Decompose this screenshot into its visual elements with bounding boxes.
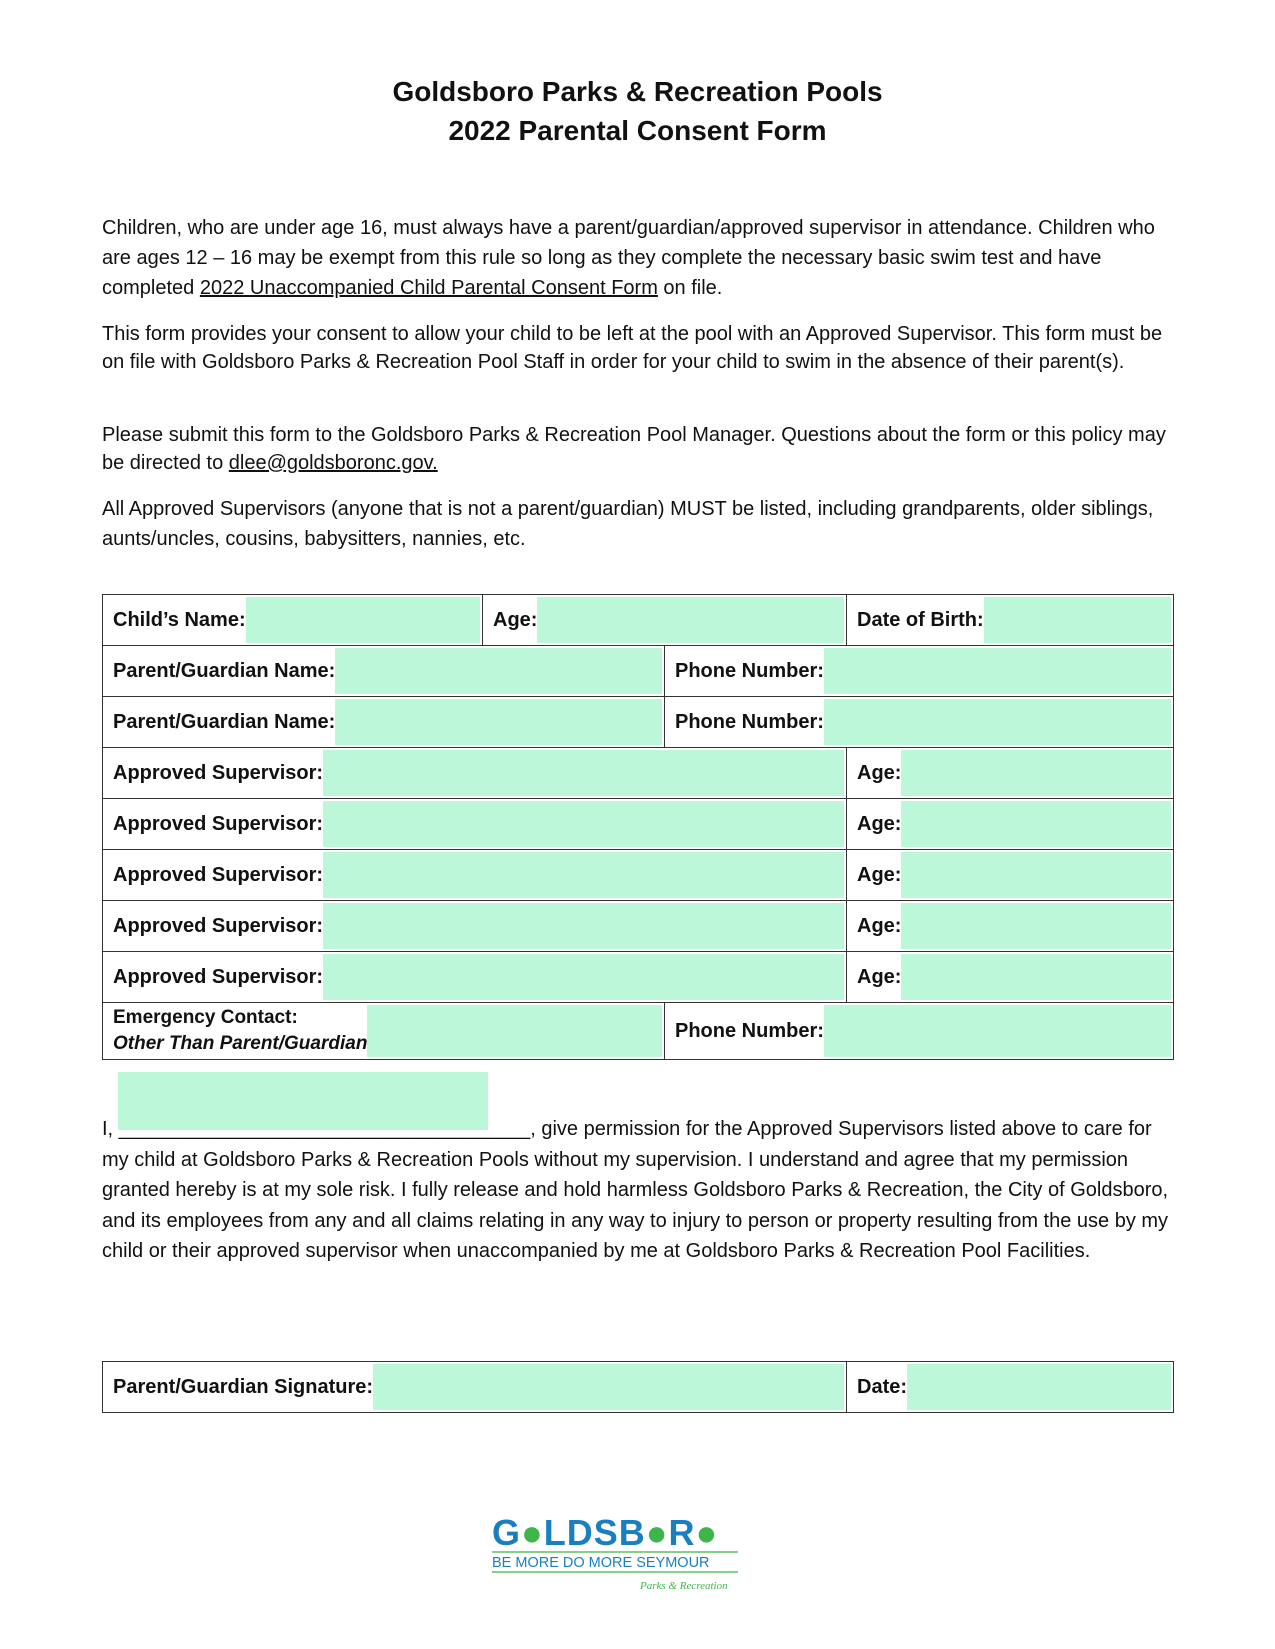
logo-tagline: BE MORE DO MORE SEYMOUR (492, 1555, 710, 1571)
contact-email-link[interactable]: dlee@goldsboronc.gov. (228, 452, 438, 474)
supervisor-age-cell-3 (847, 850, 1174, 901)
consent-paragraph (102, 1114, 1172, 1267)
supervisor-field-3[interactable] (323, 852, 844, 898)
supervisor-age-label-5: Age: (857, 965, 902, 988)
form-title-line1: Goldsboro Parks & Recreation Pools (392, 76, 883, 107)
supervisor-age-cell-2 (847, 799, 1174, 850)
supervisor-row-1 (103, 748, 1174, 799)
unaccompanied-form-link[interactable]: 2022 Unaccompanied Child Parental Consent Form (199, 277, 658, 299)
intro-paragraph-4: All Approved Supervisors (anyone that is not a parent/guardian) MUST be listed, including grandparents, older siblings, aunts/uncles, cousins, babysitters, nannies, etc. (102, 498, 1154, 550)
parent-phone-label-1: Phone Number: (675, 659, 824, 682)
supervisor-cell-2 (103, 799, 847, 850)
parent-phone-label-2: Phone Number: (675, 710, 824, 733)
intro-paragraph-1 (102, 213, 1172, 303)
supervisor-field-2[interactable] (323, 801, 844, 847)
supervisor-field-5[interactable] (323, 954, 844, 1000)
parent-row-2 (103, 697, 1174, 748)
child-row (103, 595, 1174, 646)
signature-field[interactable] (373, 1364, 844, 1410)
emergency-contact-field[interactable] (367, 1005, 662, 1057)
logo-wordmark: G●LDSB●R● (492, 1512, 719, 1553)
parent-name-field-1[interactable] (335, 648, 662, 694)
supervisor-age-cell-4 (847, 901, 1174, 952)
child-name-field[interactable] (246, 597, 480, 643)
child-name-cell (103, 595, 483, 646)
supervisor-age-field-5[interactable] (901, 954, 1171, 1000)
child-age-field[interactable] (537, 597, 844, 643)
supervisor-age-field-4[interactable] (901, 903, 1171, 949)
signature-date-field[interactable] (907, 1364, 1171, 1410)
supervisor-row-2 (103, 799, 1174, 850)
emergency-phone-cell (665, 1003, 1174, 1060)
consent-form-table (102, 594, 1174, 1060)
supervisor-age-label-3: Age: (857, 863, 902, 886)
supervisor-age-label-1: Age: (857, 761, 902, 784)
intro-p1-text: Children, who are under age 16, must always have a parent/guardian/approved supervisor in attendance. Children who are ages 12 – 16 may be exempt from this rule so long as they complete the necessary basic swim test and have completed (102, 217, 1155, 299)
signature-date-label: Date: (857, 1375, 908, 1398)
intro-paragraph-3 (102, 421, 1172, 477)
supervisor-label-1: Approved Supervisor: (113, 761, 324, 784)
signature-cell (103, 1362, 847, 1413)
dob-field[interactable] (984, 597, 1171, 643)
supervisor-age-label-2: Age: (857, 812, 902, 835)
form-title-line2: 2022 Parental Consent Form (448, 115, 827, 146)
supervisor-row-3 (103, 850, 1174, 901)
supervisor-row-5 (103, 952, 1174, 1003)
parent-phone-field-1[interactable] (824, 648, 1171, 694)
child-age-cell (483, 595, 847, 646)
parent-name-label-1: Parent/Guardian Name: (113, 659, 336, 682)
emergency-contact-cell (103, 1003, 665, 1060)
supervisor-cell-4 (103, 901, 847, 952)
consent-text: , give permission for the Approved Supervisors listed above to care for my child at Goldsboro Parks & Recreation Pools without my supervision. I understand and agree that my permission granted hereby is at my sole risk. I fully release and hold harmless Goldsboro Parks & Recreation, the City of Goldsboro, and its employees from any and all claims relating in any way to injury to person or property resulting from the use by my child or their approved supervisor when unaccompanied by me at Goldsboro Parks & Recreation Pool Facilities. (102, 1118, 1169, 1262)
supervisor-field-1[interactable] (323, 750, 844, 796)
supervisor-cell-1 (103, 748, 847, 799)
emergency-row (103, 1003, 1174, 1060)
supervisor-age-cell-5 (847, 952, 1174, 1003)
supervisor-field-4[interactable] (323, 903, 844, 949)
parent-name-label-2: Parent/Guardian Name: (113, 710, 336, 733)
supervisor-label-4: Approved Supervisor: (113, 914, 324, 937)
emergency-contact-title: Emergency Contact: (113, 1007, 298, 1028)
parent-phone-cell-2 (665, 697, 1174, 748)
supervisor-row-4 (103, 901, 1174, 952)
signature-date-cell (847, 1362, 1174, 1413)
supervisor-label-5: Approved Supervisor: (113, 965, 324, 988)
parent-phone-field-2[interactable] (824, 699, 1171, 745)
supervisor-label-3: Approved Supervisor: (113, 863, 324, 886)
dob-cell (847, 595, 1174, 646)
intro-p3-text: Please submit this form to the Goldsboro Parks & Recreation Pool Manager. Questions about the form or this policy may be directed to (102, 424, 1166, 474)
supervisor-label-2: Approved Supervisor: (113, 812, 324, 835)
emergency-phone-field[interactable] (824, 1005, 1171, 1057)
signature-label: Parent/Guardian Signature: (113, 1375, 374, 1398)
signature-row (103, 1362, 1174, 1413)
intro-p1-end: on file. (657, 277, 723, 299)
supervisor-age-field-1[interactable] (901, 750, 1171, 796)
child-name-label: Child’s Name: (113, 608, 246, 631)
supervisor-age-cell-1 (847, 748, 1174, 799)
parent-name-cell-1 (103, 646, 665, 697)
parent-name-cell-2 (103, 697, 665, 748)
supervisor-age-field-2[interactable] (901, 801, 1171, 847)
emergency-contact-label (103, 1003, 367, 1059)
emergency-contact-subtitle: Other Than Parent/Guardian (113, 1033, 368, 1054)
supervisor-cell-5 (103, 952, 847, 1003)
consent-prefix: I, (102, 1118, 119, 1140)
consent-name-blank: _____________________________________ (118, 1118, 531, 1140)
supervisor-cell-3 (103, 850, 847, 901)
child-age-label: Age: (493, 608, 538, 631)
dob-label: Date of Birth: (857, 608, 984, 631)
supervisor-age-field-3[interactable] (901, 852, 1171, 898)
parent-phone-cell-1 (665, 646, 1174, 697)
goldsboro-logo (490, 1505, 740, 1597)
logo-subtitle: Parks & Recreation (640, 1580, 728, 1592)
parent-row-1 (103, 646, 1174, 697)
emergency-phone-label: Phone Number: (675, 1019, 824, 1042)
intro-paragraph-2: This form provides your consent to allow your child to be left at the pool with an Approved Supervisor. This form must be on file with Goldsboro Parks & Recreation Pool Staff in order for your child to swim in the absence of their parent(s). (102, 323, 1163, 373)
signature-table (102, 1361, 1174, 1413)
supervisor-age-label-4: Age: (857, 914, 902, 937)
parent-name-field-2[interactable] (335, 699, 662, 745)
